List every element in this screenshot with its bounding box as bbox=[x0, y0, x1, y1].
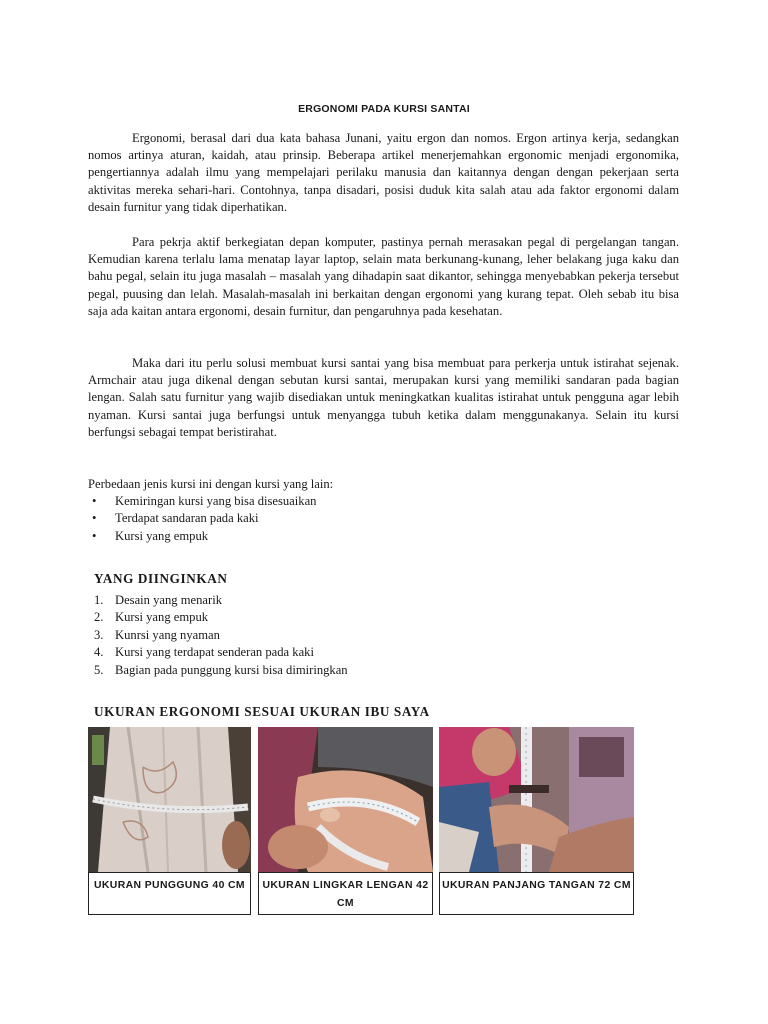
photo-back-measurement bbox=[88, 727, 251, 872]
paragraph-armchair-solution: Maka dari itu perlu solusi membuat kursi santai yang bisa membuat para perkerja untuk istirahat sejenak. Armchair atau juga dikenal dengan sebutan kursi santai, merupakan kursi yang memiliki sandaran pada bagian lengan. Salah satu furnitur yang wajib disediakan untuk meningkatkan kualitas istirahat untuk pengguna agar lebih nyaman. Kursi santai juga berfungsi untuk menyangga tubuh ketika dalam menggunakanya. Selain itu kursi berfungsi sebagai tempat beristirahat. bbox=[88, 356, 679, 439]
photo-arm-circumference bbox=[258, 727, 433, 872]
measurement-heading: UKURAN ERGONOMI SESUAI UKURAN IBU SAYA bbox=[94, 704, 430, 719]
caption-arm-length: UKURAN PANJANG TANGAN 72 CM bbox=[439, 872, 634, 915]
list-item: 5. Bagian pada punggung kursi bisa dimiringkan bbox=[94, 662, 348, 677]
bullet-marker: • bbox=[92, 511, 97, 526]
bullet-marker: • bbox=[92, 494, 97, 508]
list-item: 3. Kunrsi yang nyaman bbox=[94, 627, 220, 642]
list-item: • Terdapat sandaran pada kaki bbox=[88, 510, 316, 527]
differences-list bbox=[88, 493, 316, 545]
bullet-marker: • bbox=[92, 528, 97, 543]
paragraph-worker-problems: Para pekrja aktif berkegiatan depan komputer, pastinya pernah merasakan pegal di pergelangan tangan. Kemudian karena terlalu lama menatap layar laptop, selain mata berkunang-kunang, leher belakang juga kaku dan bahu pegal, selain itu juga masalah – masalah yang dihadapin saat dikantor, sehingga menyebabkan pekerja tersebut pegal, puusing dan lelah. Masalah-masalah ini berkaitan dengan ergonomi yang kurang tepat. Oleh sebab itu bisa saja ada kaitan antara ergonomi, desain furnitur, dan pengaruhnya pada kesehatan. bbox=[88, 235, 679, 318]
document-title: ERGONOMI PADA KURSI SANTAI bbox=[298, 103, 470, 115]
differences-intro: Perbedaan jenis kursi ini dengan kursi yang lain: bbox=[88, 477, 334, 491]
caption-back-size: UKURAN PUNGGUNG 40 CM bbox=[88, 872, 251, 915]
list-item: • Kemiringan kursi yang bisa disesuaikan bbox=[88, 493, 316, 510]
wishes-heading: YANG DIINGINKAN bbox=[94, 571, 228, 586]
list-item: 4. Kursi yang terdapat senderan pada kaki bbox=[94, 645, 314, 660]
wishes-list bbox=[88, 592, 348, 679]
photo-arm-length bbox=[439, 727, 634, 872]
list-item: 1. Desain yang menarik bbox=[94, 593, 223, 607]
caption-arm-circumference: UKURAN LINGKAR LENGAN 42 CM bbox=[258, 872, 433, 915]
list-item: • Kursi yang empuk bbox=[88, 528, 316, 545]
list-item: 2. Kursi yang empuk bbox=[94, 610, 209, 625]
paragraph-ergonomi-definition: Ergonomi, berasal dari dua kata bahasa Junani, yaitu ergon dan nomos. Ergon artinya kerja, sedangkan nomos artinya aturan, kaidah, atau prinsip. Beberapa artikel menerjemahkan ergonomic menjadi ergonomika, pengertiannya adalah ilmu yang mempelajari perilaku manusia dan kaitannya dengan dengan pekerjaan serta aktivitas mereka sehari-hari. Contohnya, tanpa disadari, posisi duduk kita salah atau ada faktor ergonomi dalam desain furnitur yang tidak diperhatikan. bbox=[88, 131, 679, 214]
